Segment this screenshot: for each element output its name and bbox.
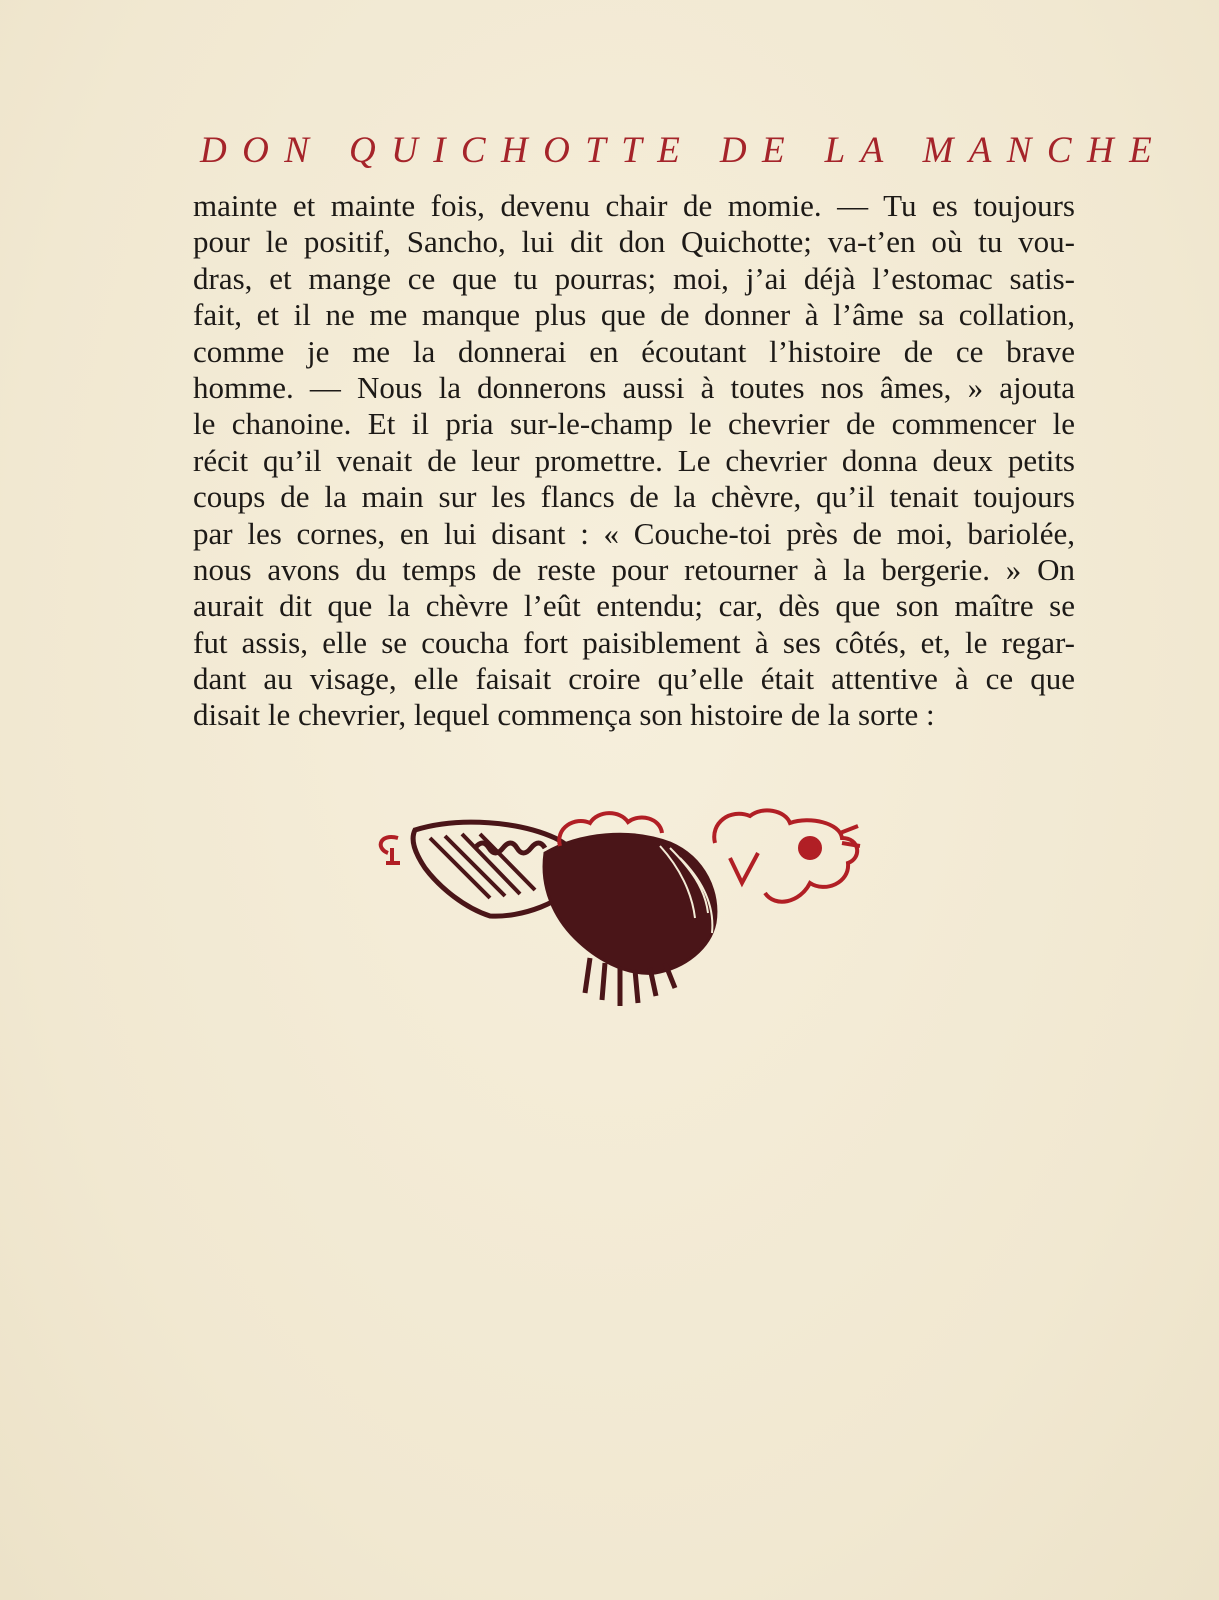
text-line: coups de la main sur les flancs de la chèvre, qu’il tenait toujours [193, 479, 1075, 515]
text-line: dant au visage, elle faisait croire qu’elle était attentive à ce que [193, 661, 1075, 697]
text-line: le chanoine. Et il pria sur-le-champ le chevrier de commencer le [193, 406, 1075, 442]
text-line: comme je me la donnerai en écoutant l’histoire de ce brave [193, 333, 1075, 369]
body-text [193, 188, 1075, 734]
text-line: récit qu’il venait de leur promettre. Le chevrier donna deux petits [193, 442, 1075, 478]
text-line-last: disait le chevrier, lequel commença son histoire de la sorte : [193, 697, 935, 733]
woodcut-head-vignette-icon [370, 808, 880, 1013]
text-line: fait, et il ne me manque plus que de donner à l’âme sa collation, [193, 297, 1075, 333]
running-head: DON QUICHOTTE DE LA MANCHE [200, 130, 1168, 171]
text-line: aurait dit que la chèvre l’eût entendu; car, dès que son maître se [193, 588, 1075, 624]
text-line: mainte et mainte fois, devenu chair de momie. — Tu es toujours [193, 188, 1075, 223]
text-line: fut assis, elle se coucha fort paisiblement à ses côtés, et, le regar- [193, 624, 1075, 660]
text-line: homme. — Nous la donnerons aussi à toutes nos âmes, » ajouta [193, 369, 1075, 405]
text-line: dras, et mange ce que tu pourras; moi, j’ai déjà l’estomac satis- [193, 260, 1075, 296]
text-line: nous avons du temps de reste pour retourner à la bergerie. » On [193, 551, 1075, 587]
text-line: pour le positif, Sancho, lui dit don Quichotte; va-t’en où tu vou- [193, 224, 1075, 260]
text-line: par les cornes, en lui disant : « Couche-toi près de moi, bariolée, [193, 515, 1075, 551]
